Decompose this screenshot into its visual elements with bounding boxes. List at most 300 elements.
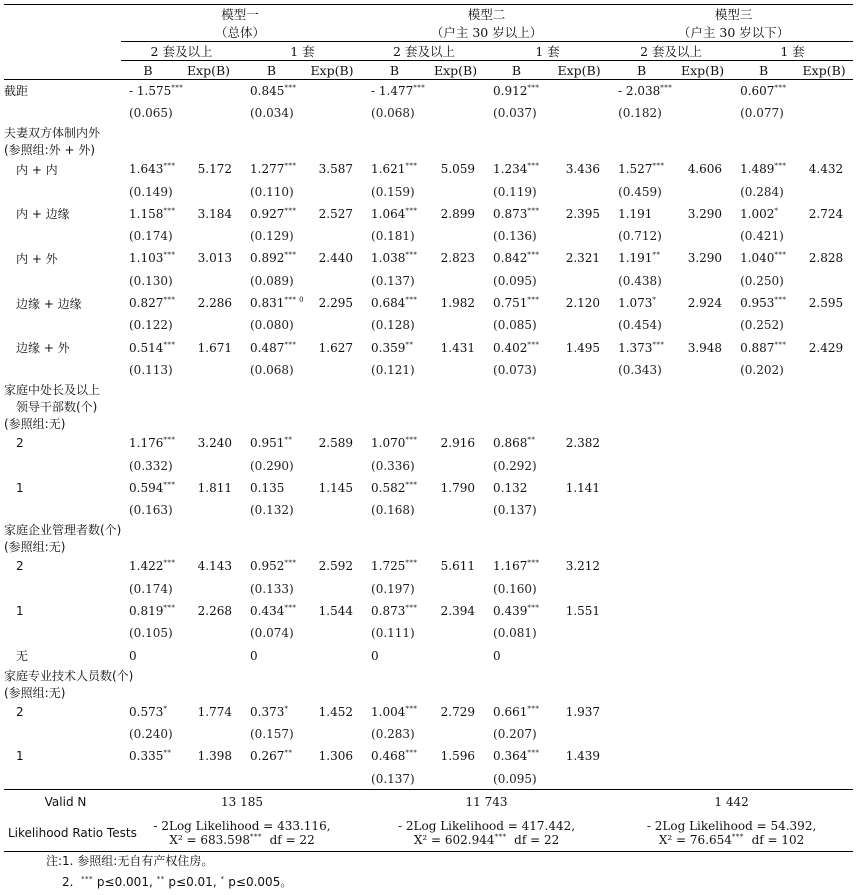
row-label: 截距 <box>4 84 29 99</box>
model-2-title: 模型二 <box>467 7 506 22</box>
coef-b-cell: 1.040*** <box>740 251 787 266</box>
footnote-2: 2. *** p≤0.001, ** p≤0.01, * p≤0.005。 <box>62 875 293 889</box>
coef-b-cell: 0.359** <box>371 340 414 355</box>
coef-b-cell: 0.468*** <box>371 749 418 764</box>
exp-b-cell <box>175 644 242 666</box>
coef-b-cell: 1.158*** <box>129 206 176 221</box>
coef-b-cell: 0.594*** <box>129 480 176 495</box>
coefficient-row <box>4 745 853 767</box>
exp-b-cell <box>795 80 853 102</box>
exp-b-cell: 1.790 <box>440 480 476 495</box>
coef-b-cell: 0.819*** <box>129 603 176 618</box>
coef-b-cell: 0.831$^{*** 0}$ <box>250 296 305 311</box>
valid-n-value: 13 185 <box>221 795 263 810</box>
row-label: 内 + 外 <box>16 251 58 266</box>
std-error-row <box>4 723 853 745</box>
std-error-cell: (0.137) <box>493 503 537 518</box>
col-b-header: B <box>266 62 277 78</box>
std-error-cell: (0.073) <box>493 362 537 377</box>
coefficient-row <box>4 80 853 102</box>
std-error-cell <box>610 723 673 745</box>
exp-b-cell <box>426 80 485 102</box>
exp-b-cell: 3.184 <box>197 206 232 221</box>
std-error-cell: (0.130) <box>129 273 173 288</box>
coef-b-cell: 0.887*** <box>740 340 787 355</box>
chi-square: X² = 76.654*** df = 102 <box>658 832 805 847</box>
exp-b-cell: 1.551 <box>565 603 601 618</box>
std-error-cell: (0.068) <box>371 105 415 120</box>
row-label: 1 <box>16 480 24 495</box>
col-exp-header: Exp(B) <box>557 62 601 78</box>
variable-group-label: 夫妻双方体制内外 <box>4 126 101 141</box>
coef-b-cell: 1.191 <box>618 206 653 221</box>
exp-b-cell: 2.120 <box>565 296 601 311</box>
exp-b-cell: 2.592 <box>318 559 354 574</box>
variable-group-label: 领导干部数(个) <box>4 400 98 415</box>
std-error-cell: (0.252) <box>740 318 784 333</box>
coefficient-row <box>4 247 853 269</box>
coef-b-cell: 0.661*** <box>493 704 540 719</box>
std-error-cell: (0.122) <box>129 318 173 333</box>
std-error-cell: (0.292) <box>493 458 537 473</box>
coefficient-row <box>4 644 853 666</box>
group-header: 1 套 <box>732 42 853 61</box>
coef-b-cell <box>610 600 673 622</box>
group-header: 1 套 <box>485 42 610 61</box>
std-error-cell: (0.240) <box>129 727 173 742</box>
std-error-row <box>4 622 853 644</box>
model-2-header <box>363 5 610 42</box>
std-error-cell: (0.332) <box>129 458 173 473</box>
exp-b-cell: 1.431 <box>440 340 476 355</box>
chi-square: X² = 602.944*** df = 22 <box>413 832 560 847</box>
std-error-cell: (0.065) <box>129 105 173 120</box>
exp-b-cell <box>673 600 732 622</box>
std-error-cell: (0.121) <box>371 362 415 377</box>
group-header: 2 套及以上 <box>363 42 485 61</box>
std-error-cell: (0.336) <box>371 458 415 473</box>
coef-b-cell: 1.527*** <box>618 162 665 177</box>
variable-group-label: (参照组:无) <box>4 540 66 555</box>
std-error-cell <box>732 768 795 790</box>
coef-b-cell: 0.607*** <box>740 83 787 98</box>
stat-header-row <box>4 61 853 80</box>
coef-b-cell <box>610 555 673 577</box>
valid-n-value: 11 743 <box>465 795 508 810</box>
coef-b-cell <box>610 432 673 454</box>
model-header-row <box>4 5 853 42</box>
std-error-cell: (0.095) <box>493 771 537 786</box>
std-error-cell: (0.077) <box>740 105 784 120</box>
coef-b-cell: 1.064*** <box>371 206 418 221</box>
exp-b-cell: 2.916 <box>440 436 476 451</box>
variable-group-row <box>4 141 853 158</box>
std-error-cell: (0.160) <box>493 581 537 596</box>
variable-group-row <box>4 684 853 701</box>
exp-b-cell: 3.587 <box>318 162 354 177</box>
coef-b-cell: 0.335** <box>129 749 172 764</box>
std-error-cell: (0.284) <box>740 184 784 199</box>
row-label: 1 <box>16 749 24 764</box>
std-error-cell: (0.074) <box>250 626 294 641</box>
exp-b-cell: 4.143 <box>197 559 232 574</box>
exp-b-cell: 5.172 <box>197 162 232 177</box>
coef-b-cell: 0.751*** <box>493 296 540 311</box>
row-label: 2 <box>16 704 24 719</box>
coefficient-row <box>4 203 853 225</box>
exp-b-cell: 1.811 <box>197 480 232 495</box>
coef-b-cell: - 1.575*** <box>129 83 184 98</box>
coef-b-cell: 0.873*** <box>371 603 418 618</box>
std-error-row <box>4 102 853 124</box>
col-exp-header: Exp(B) <box>802 62 846 78</box>
std-error-cell: (0.202) <box>740 362 784 377</box>
coef-b-cell: 0.487*** <box>250 340 297 355</box>
exp-b-cell: 2.382 <box>565 436 601 451</box>
std-error-cell <box>242 768 301 790</box>
coef-b-cell: 1.167*** <box>493 559 540 574</box>
std-error-cell: (0.089) <box>250 273 294 288</box>
std-error-cell: (0.159) <box>371 184 415 199</box>
std-error-cell: (0.105) <box>129 626 173 641</box>
variable-group-label: (参照组:无) <box>4 685 66 700</box>
exp-b-cell: 2.729 <box>440 704 476 719</box>
exp-b-cell: 2.394 <box>440 603 476 618</box>
std-error-cell: (0.129) <box>250 229 294 244</box>
std-error-row <box>4 314 853 336</box>
std-error-cell: (0.132) <box>250 503 294 518</box>
coef-b-cell: 1.103*** <box>129 251 176 266</box>
exp-b-cell: 1.937 <box>565 704 601 719</box>
chi-square: X² = 683.598*** df = 22 <box>169 832 315 847</box>
exp-b-cell: 3.290 <box>687 206 723 221</box>
valid-n-value: 1 442 <box>714 795 749 810</box>
exp-b-cell: 2.527 <box>318 206 354 221</box>
coef-b-cell: - 1.477*** <box>371 83 426 98</box>
std-error-cell: (0.182) <box>618 105 662 120</box>
variable-group-label: 家庭中处长及以上 <box>4 383 101 398</box>
std-error-cell: (0.137) <box>371 771 415 786</box>
exp-b-cell: 3.013 <box>197 251 232 266</box>
variable-group-row <box>4 667 853 684</box>
coef-b-cell: 1.004*** <box>371 704 418 719</box>
exp-b-cell <box>301 80 363 102</box>
std-error-cell: (0.197) <box>371 581 415 596</box>
variable-group-row <box>4 398 853 415</box>
exp-b-cell: 1.774 <box>197 704 232 719</box>
row-label: 2 <box>16 436 24 451</box>
coef-b-cell <box>610 644 673 666</box>
group-header: 2 套及以上 <box>121 42 242 61</box>
likelihood-value <box>363 814 610 852</box>
coef-b-cell: 0.951** <box>250 436 293 451</box>
exp-b-cell <box>673 644 732 666</box>
coef-b-cell: 0.439*** <box>493 603 540 618</box>
coef-b-cell: 0.573* <box>129 704 168 719</box>
std-error-cell <box>732 578 795 600</box>
std-error-cell: (0.174) <box>129 581 173 596</box>
variable-group-row <box>4 124 853 141</box>
coef-b-cell: 0.845*** <box>250 83 297 98</box>
row-label: 1 <box>16 603 24 618</box>
std-error-cell: (0.034) <box>250 105 294 120</box>
coef-b-cell: 1.373*** <box>618 340 665 355</box>
exp-b-cell <box>673 701 732 723</box>
coef-b-cell: 0.434*** <box>250 603 297 618</box>
exp-b-cell: 3.212 <box>565 559 601 574</box>
exp-b-cell <box>673 432 732 454</box>
coefficient-row <box>4 477 853 499</box>
footnote-1: 注:1. 参照组:无自有产权住房。 <box>46 854 214 868</box>
std-error-cell: (0.068) <box>250 362 294 377</box>
group-header-row <box>4 42 853 61</box>
exp-b-cell: 2.268 <box>197 603 232 618</box>
std-error-cell: (0.136) <box>493 229 537 244</box>
coef-b-cell: 0.827*** <box>129 296 176 311</box>
std-error-cell <box>610 622 673 644</box>
coef-b-cell: 1.002* <box>740 206 779 221</box>
coef-b-cell: 0.373* <box>250 704 289 719</box>
exp-b-cell <box>426 644 485 666</box>
col-exp-header: Exp(B) <box>186 62 231 78</box>
std-error-row <box>4 225 853 247</box>
std-error-cell <box>732 454 795 476</box>
coefficient-row <box>4 158 853 180</box>
coef-b-cell <box>732 600 795 622</box>
exp-b-cell: 1.495 <box>565 340 601 355</box>
variable-group-row <box>4 521 853 538</box>
exp-b-cell <box>795 644 853 666</box>
exp-b-cell: 1.627 <box>318 340 354 355</box>
exp-b-cell: 2.295 <box>318 296 354 311</box>
group-header: 2 套及以上 <box>610 42 732 61</box>
model-3-subtitle: （户主 30 岁以下） <box>677 25 790 40</box>
coef-b-cell <box>610 477 673 499</box>
std-error-row <box>4 499 853 521</box>
exp-b-cell: 1.982 <box>440 296 476 311</box>
row-label: 内 + 边缘 <box>16 207 70 222</box>
exp-b-cell: 5.059 <box>440 162 476 177</box>
exp-b-cell: 2.724 <box>808 206 844 221</box>
exp-b-cell <box>301 644 363 666</box>
coef-b-cell <box>610 701 673 723</box>
exp-b-cell: 2.395 <box>565 206 601 221</box>
coef-b-cell <box>610 745 673 767</box>
coef-b-cell <box>732 477 795 499</box>
std-error-row <box>4 359 853 381</box>
likelihood-value <box>610 814 853 852</box>
regression-table <box>4 4 853 852</box>
coef-b-cell: 0.135 <box>250 480 285 495</box>
std-error-cell: (0.168) <box>371 503 415 518</box>
exp-b-cell: 3.290 <box>687 251 723 266</box>
exp-b-cell: 2.823 <box>440 251 476 266</box>
exp-b-cell <box>673 745 732 767</box>
coef-b-cell <box>732 701 795 723</box>
col-b-header: B <box>511 62 522 78</box>
log-likelihood: - 2Log Likelihood = 433.116, <box>153 818 331 833</box>
coefficient-row <box>4 555 853 577</box>
variable-group-label: (参照组:外 + 外) <box>4 143 96 158</box>
model-2-subtitle: （户主 30 岁以上） <box>430 25 543 40</box>
coef-b-cell: 1.725*** <box>371 559 418 574</box>
exp-b-cell: 1.671 <box>197 340 232 355</box>
coef-b-cell: 0.402*** <box>493 340 540 355</box>
std-error-cell: (0.207) <box>493 727 537 742</box>
coef-b-cell: 1.234*** <box>493 162 540 177</box>
coef-b-cell <box>732 644 795 666</box>
exp-b-cell: 2.595 <box>808 296 844 311</box>
coef-b-cell: 1.422*** <box>129 559 176 574</box>
exp-b-cell: 2.286 <box>197 296 232 311</box>
std-error-cell: (0.163) <box>129 503 173 518</box>
exp-b-cell: 2.321 <box>565 251 601 266</box>
exp-b-cell: 2.828 <box>808 251 844 266</box>
exp-b-cell <box>673 555 732 577</box>
std-error-cell <box>610 454 673 476</box>
coef-b-cell: 1.073* <box>618 296 657 311</box>
coef-b-cell: 0.892*** <box>250 251 297 266</box>
std-error-cell: (0.113) <box>129 362 173 377</box>
row-label: 边缘 + 外 <box>16 341 70 356</box>
std-error-cell <box>732 723 795 745</box>
coef-b-cell: 0.952*** <box>250 559 297 574</box>
coef-b-cell: 0.132 <box>493 480 528 495</box>
std-error-cell: (0.095) <box>493 273 537 288</box>
variable-group-label: 家庭专业技术人员数(个) <box>4 668 134 683</box>
exp-b-cell <box>795 745 853 767</box>
coef-b-cell: 0 <box>129 648 137 663</box>
std-error-cell: (0.459) <box>618 184 662 199</box>
std-error-row <box>4 768 853 790</box>
std-error-cell: (0.080) <box>250 318 294 333</box>
row-label: 2 <box>16 559 24 574</box>
col-b-header: B <box>143 62 153 78</box>
valid-n-label: Valid N <box>44 795 87 810</box>
coef-b-cell: 0.267** <box>250 749 293 764</box>
coef-b-cell <box>732 745 795 767</box>
coef-b-cell: 1.643*** <box>129 162 176 177</box>
coefficient-row <box>4 701 853 723</box>
std-error-row <box>4 180 853 202</box>
log-likelihood: - 2Log Likelihood = 417.442, <box>398 818 576 833</box>
exp-b-cell: 1.141 <box>565 480 601 495</box>
std-error-cell: (0.037) <box>493 105 537 120</box>
exp-b-cell: 2.440 <box>318 251 354 266</box>
valid-n-row <box>4 790 853 814</box>
exp-b-cell <box>795 600 853 622</box>
std-error-cell <box>610 768 673 790</box>
coef-b-cell: 0 <box>493 648 501 663</box>
group-header: 1 套 <box>242 42 363 61</box>
col-b-header: B <box>389 62 400 78</box>
exp-b-cell: 3.948 <box>687 340 723 355</box>
variable-group-row <box>4 415 853 432</box>
std-error-cell: (0.438) <box>618 273 662 288</box>
std-error-row <box>4 270 853 292</box>
std-error-cell: (0.454) <box>618 318 662 333</box>
row-label: 无 <box>16 649 29 664</box>
exp-b-cell: 4.432 <box>808 162 844 177</box>
exp-b-cell: 1.398 <box>197 749 232 764</box>
coefficient-row <box>4 336 853 358</box>
exp-b-cell: 2.924 <box>687 296 723 311</box>
row-label: 内 + 内 <box>16 162 58 177</box>
exp-b-cell <box>795 555 853 577</box>
col-exp-header: Exp(B) <box>433 62 478 78</box>
log-likelihood: - 2Log Likelihood = 54.392, <box>646 818 817 833</box>
std-error-cell: (0.081) <box>493 626 537 641</box>
exp-b-cell <box>795 432 853 454</box>
variable-group-label: 家庭企业管理者数(个) <box>4 523 122 538</box>
coefficient-row <box>4 292 853 314</box>
coefficient-row <box>4 432 853 454</box>
exp-b-cell: 1.439 <box>565 749 601 764</box>
likelihood-value <box>121 814 363 852</box>
std-error-cell: (0.290) <box>250 458 294 473</box>
coef-b-cell: 0.912*** <box>493 83 540 98</box>
coef-b-cell: 0.927*** <box>250 206 297 221</box>
std-error-cell: (0.111) <box>371 626 415 641</box>
std-error-cell: (0.283) <box>371 727 415 742</box>
exp-b-cell: 4.606 <box>687 162 723 177</box>
exp-b-cell: 1.452 <box>318 704 354 719</box>
coef-b-cell <box>732 555 795 577</box>
variable-group-row <box>4 381 853 398</box>
model-1-header <box>121 5 363 42</box>
col-b-header: B <box>758 62 769 78</box>
coef-b-cell: 1.277*** <box>250 162 297 177</box>
std-error-cell: (0.133) <box>250 581 294 596</box>
std-error-cell: (0.250) <box>740 273 784 288</box>
std-error-cell: (0.128) <box>371 318 415 333</box>
std-error-cell: (0.421) <box>740 229 784 244</box>
exp-b-cell <box>548 80 610 102</box>
std-error-cell <box>610 578 673 600</box>
std-error-row <box>4 454 853 476</box>
exp-b-cell <box>673 80 732 102</box>
coef-b-cell <box>732 432 795 454</box>
coef-b-cell: 0.842*** <box>493 251 540 266</box>
coef-b-cell: 1.038*** <box>371 251 418 266</box>
likelihood-label: Likelihood Ratio Tests <box>8 825 137 840</box>
model-3-title: 模型三 <box>714 7 753 22</box>
coef-b-cell: 0 <box>250 648 258 663</box>
exp-b-cell <box>795 477 853 499</box>
exp-b-cell: 3.436 <box>565 162 601 177</box>
exp-b-cell <box>673 477 732 499</box>
std-error-cell <box>610 499 673 521</box>
std-error-cell: (0.174) <box>129 229 173 244</box>
exp-b-cell: 2.589 <box>318 436 354 451</box>
model-3-header <box>610 5 853 42</box>
coef-b-cell: 0.582*** <box>371 480 418 495</box>
coef-b-cell: 0 <box>371 648 379 663</box>
exp-b-cell <box>795 701 853 723</box>
col-exp-header: Exp(B) <box>310 62 354 78</box>
coef-b-cell: 0.868** <box>493 436 536 451</box>
std-error-cell: (0.157) <box>250 727 294 742</box>
coef-b-cell: 0.873*** <box>493 206 540 221</box>
model-1-title: 模型一 <box>221 7 259 22</box>
std-error-cell: (0.137) <box>371 273 415 288</box>
exp-b-cell: 1.145 <box>318 480 354 495</box>
coef-b-cell: 0.364*** <box>493 749 540 764</box>
std-error-row <box>4 578 853 600</box>
coef-b-cell: 1.191** <box>618 251 661 266</box>
coef-b-cell: 1.621*** <box>371 162 418 177</box>
std-error-cell: (0.712) <box>618 229 662 244</box>
